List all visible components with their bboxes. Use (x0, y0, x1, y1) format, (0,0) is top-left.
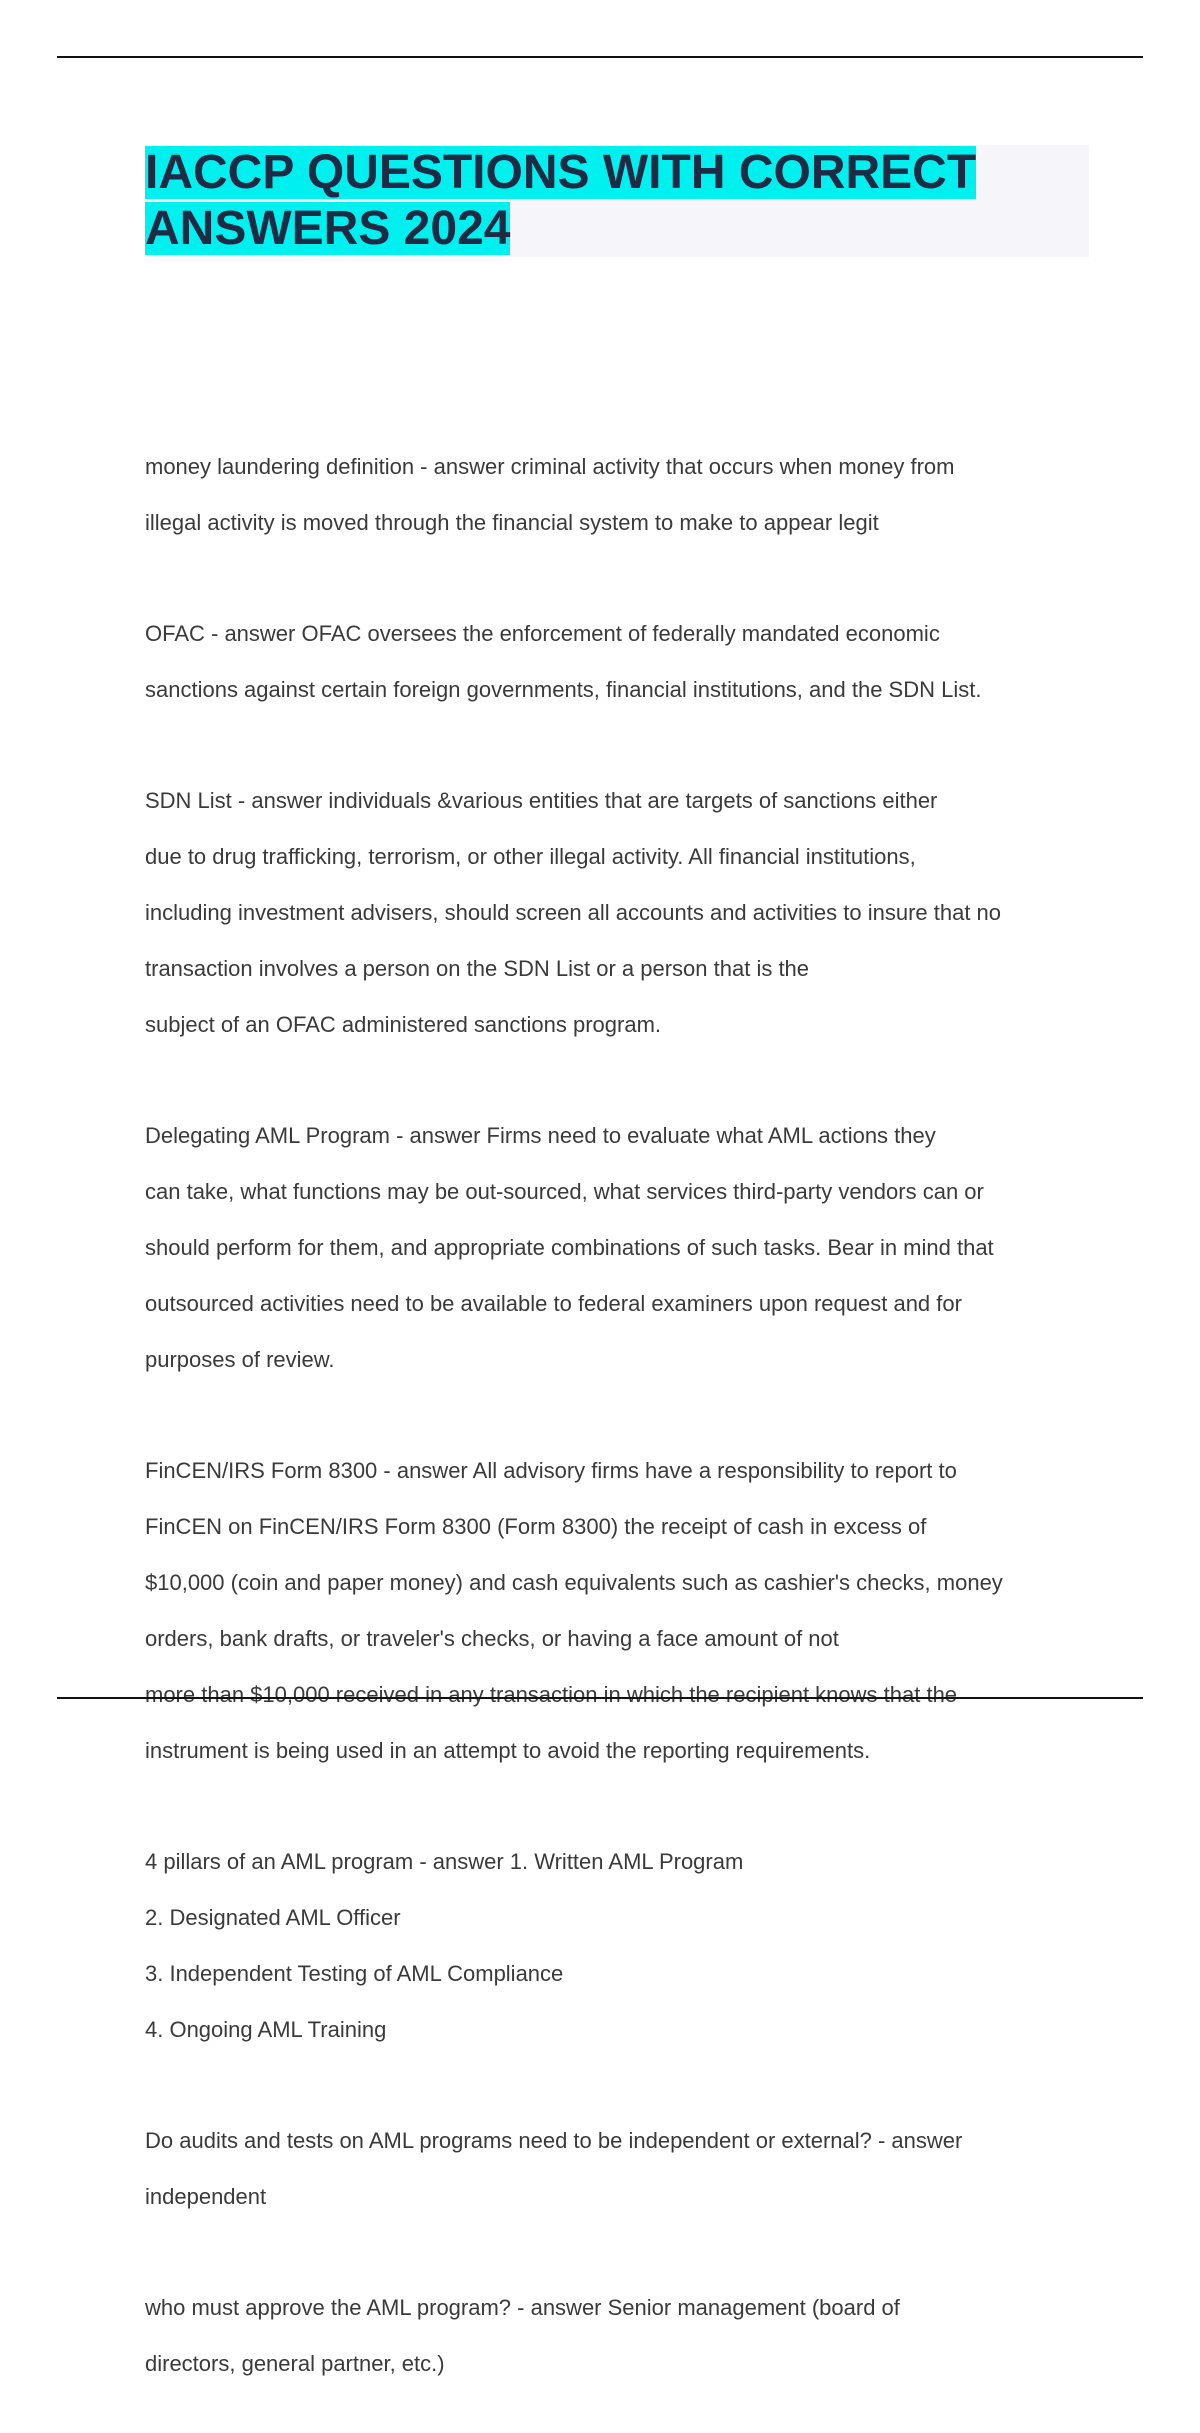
qa-line: orders, bank drafts, or traveler's checks, or having a face amount of not (145, 1626, 839, 1651)
qa-line: illegal activity is moved through the financial system to make to appear legit (145, 510, 879, 535)
qa-list (145, 425, 1095, 2433)
qa-entry-approve-aml (145, 2266, 1095, 2406)
qa-entry-delegating-aml (145, 1094, 1095, 1402)
qa-line: 4. Ongoing AML Training (145, 2017, 387, 2042)
qa-line: money laundering definition - answer criminal activity that occurs when money from (145, 454, 955, 479)
qa-line: FinCEN on FinCEN/IRS Form 8300 (Form 8300) the receipt of cash in excess of (145, 1514, 927, 1539)
page-title (145, 145, 1089, 257)
qa-line: 3. Independent Testing of AML Compliance (145, 1961, 564, 1986)
title-block (145, 145, 1089, 257)
qa-entry-form-8300 (145, 1429, 1095, 1793)
qa-entry-ofac (145, 592, 1095, 732)
qa-line: should perform for them, and appropriate combinations of such tasks. Bear in mind that (145, 1235, 994, 1260)
qa-entry-four-pillars (145, 1820, 1095, 2072)
qa-line: 4 pillars of an AML program - answer 1. Written AML Program (145, 1849, 744, 1874)
qa-line: can take, what functions may be out-sourced, what services third-party vendors can or (145, 1179, 984, 1204)
qa-entry-money-laundering (145, 425, 1095, 565)
qa-line: instrument is being used in an attempt to avoid the reporting requirements. (145, 1738, 871, 1763)
bottom-rule (57, 1697, 1143, 1699)
top-rule (57, 56, 1143, 58)
qa-line: including investment advisers, should screen all accounts and activities to insure that no (145, 900, 1002, 925)
qa-line: Delegating AML Program - answer Firms need to evaluate what AML actions they (145, 1123, 936, 1148)
qa-line: subject of an OFAC administered sanctions program. (145, 1012, 662, 1037)
qa-entry-sdn-list (145, 759, 1095, 1067)
qa-entry-audits-independent (145, 2099, 1095, 2239)
qa-line: more than $10,000 received in any transaction in which the recipient knows that the (145, 1682, 958, 1707)
qa-line: $10,000 (coin and paper money) and cash equivalents such as cashier's checks, money (145, 1570, 1003, 1595)
qa-line: independent (145, 2184, 267, 2209)
qa-line: purposes of review. (145, 1347, 335, 1372)
qa-line: outsourced activities need to be available to federal examiners upon request and for (145, 1291, 962, 1316)
qa-line: SDN List - answer individuals &various entities that are targets of sanctions either (145, 788, 938, 813)
qa-line: OFAC - answer OFAC oversees the enforcement of federally mandated economic (145, 621, 940, 646)
qa-line: sanctions against certain foreign governments, financial institutions, and the SDN List. (145, 677, 982, 702)
qa-line: FinCEN/IRS Form 8300 - answer All advisory firms have a responsibility to report to (145, 1458, 957, 1483)
qa-line: transaction involves a person on the SDN List or a person that is the (145, 956, 810, 981)
title-line-2: ANSWERS 2024 (145, 202, 511, 255)
qa-line: directors, general partner, etc.) (145, 2351, 445, 2376)
qa-line: Do audits and tests on AML programs need to be independent or external? - answer (145, 2128, 963, 2153)
title-line-1: IACCP QUESTIONS WITH CORRECT (145, 146, 977, 199)
qa-line: 2. Designated AML Officer (145, 1905, 401, 1930)
qa-line: due to drug trafficking, terrorism, or other illegal activity. All financial institutions, (145, 844, 916, 869)
qa-line: who must approve the AML program? - answer Senior management (board of (145, 2295, 900, 2320)
